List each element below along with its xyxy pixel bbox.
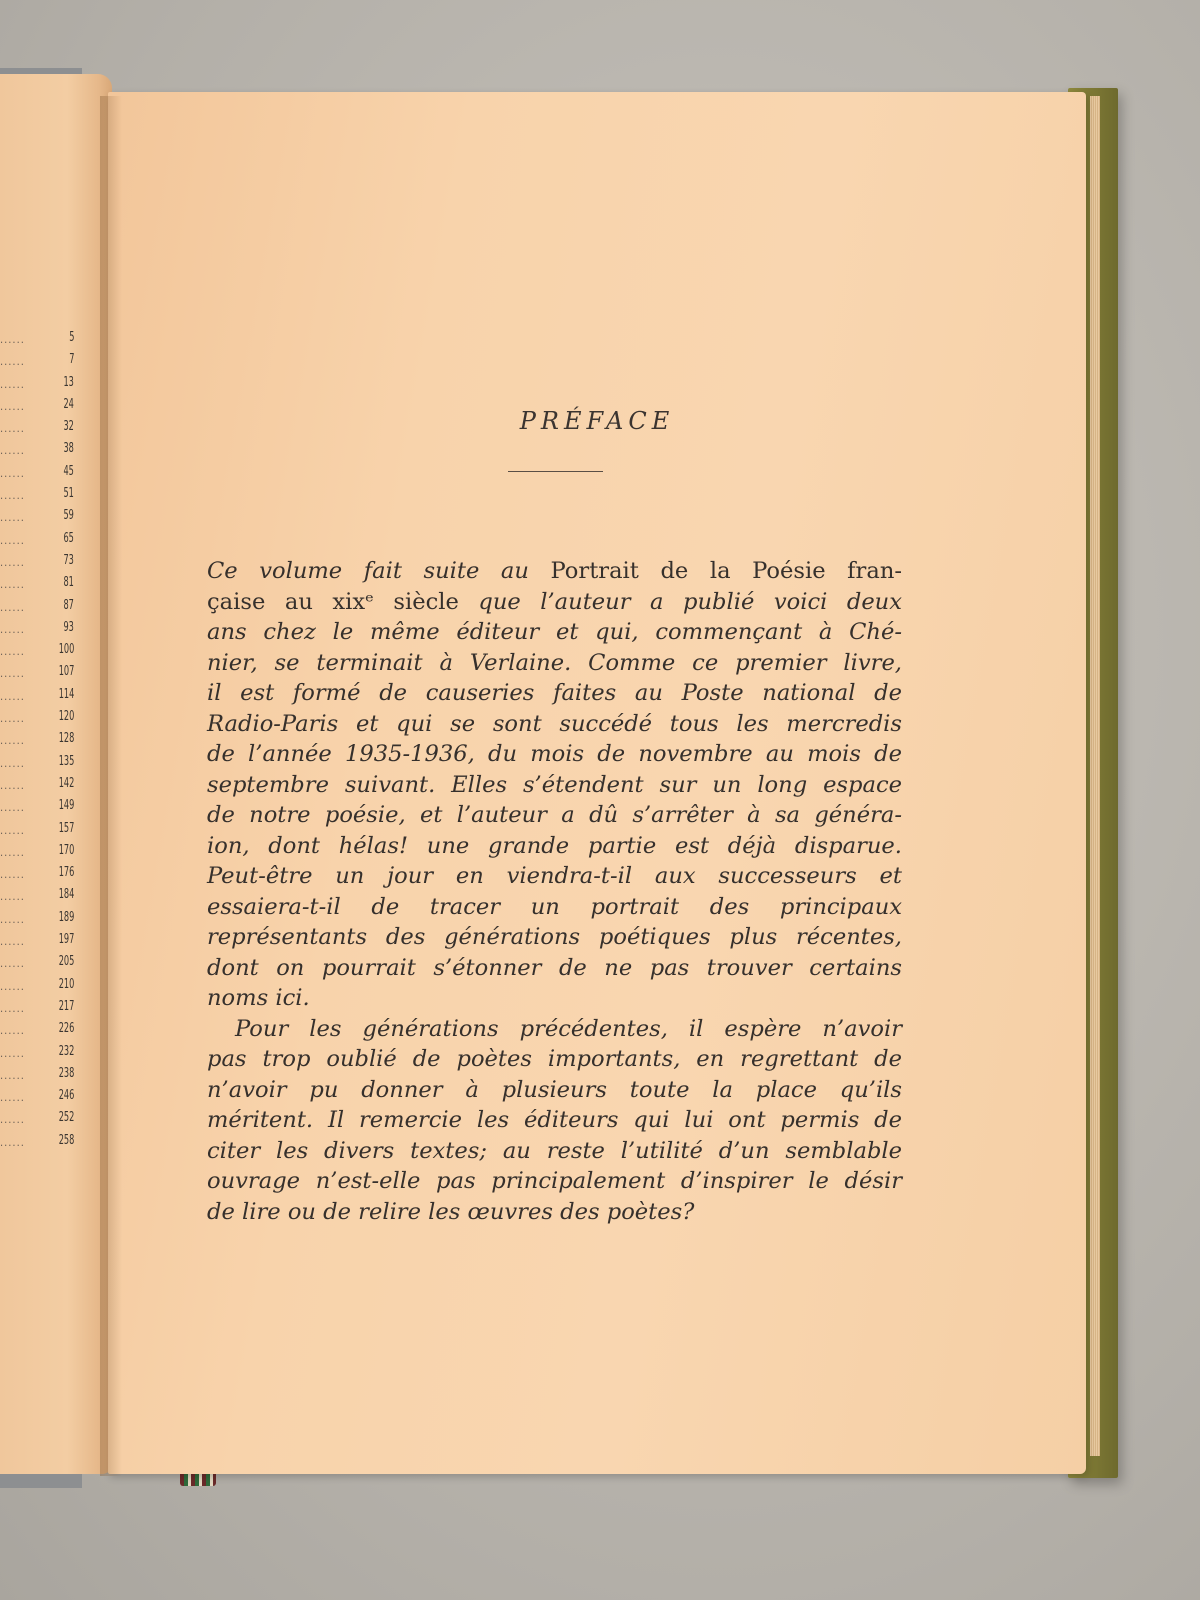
toc-page-number: 252 [58, 1110, 74, 1126]
toc-page-number: 73 [63, 552, 74, 568]
text-line: Ce volume fait suite au Portrait de la Poésie fran- [207, 558, 902, 584]
toc-leader-dots: ...... [0, 444, 25, 458]
toc-row [0, 731, 82, 753]
toc-row [0, 843, 82, 865]
text-line: dont on pourrait s’étonner de ne pas trouver certains [207, 954, 902, 981]
text-line: pas trop oublié de poètes importants, en regrettant de [207, 1046, 902, 1072]
toc-row [0, 709, 82, 731]
toc-page-number: 184 [58, 887, 74, 903]
toc-page-number: 170 [58, 842, 74, 858]
toc-row [0, 954, 82, 976]
toc-page-number: 13 [63, 374, 74, 390]
toc-page-number: 32 [63, 419, 74, 435]
toc-page-number: 45 [63, 463, 74, 479]
text-line: n’avoir pu donner à plusieurs toute la place qu’ils [207, 1076, 902, 1103]
toc-page-number: 81 [63, 575, 74, 591]
text-line: ion, dont hélas! une grande partie est déjà disparue. [207, 832, 902, 859]
toc-row [0, 598, 82, 620]
toc-leader-dots: ...... [0, 912, 25, 926]
toc-row [0, 441, 82, 463]
toc-row [0, 687, 82, 709]
text-line: de lire ou de relire les œuvres des poètes? [207, 1198, 695, 1225]
toc-leader-dots: ...... [0, 712, 25, 726]
toc-row [0, 620, 82, 642]
toc-leader-dots: ...... [0, 1001, 25, 1015]
toc-page-number: 114 [58, 686, 74, 702]
toc-leader-dots: ...... [0, 1091, 25, 1105]
toc-row [0, 664, 82, 686]
toc-page-number: 246 [58, 1088, 74, 1104]
text-line: il est formé de causeries faites au Poste national de [207, 680, 902, 706]
toc-page-number: 120 [58, 709, 74, 725]
text-line: méritent. Il remercie les éditeurs qui lui ont permis de [207, 1107, 902, 1133]
toc-leader-dots: ...... [0, 555, 25, 569]
toc-row [0, 776, 82, 798]
toc-page-number: 100 [58, 642, 74, 658]
title-rule [508, 471, 603, 472]
toc-leader-dots: ...... [0, 868, 25, 882]
toc-page-number: 107 [58, 664, 74, 680]
text-line: représentants des générations poétiques plus récentes, [207, 924, 902, 950]
toc-page-number: 59 [63, 508, 74, 524]
toc-leader-dots: ...... [0, 979, 25, 993]
toc-row [0, 910, 82, 932]
toc-row [0, 1088, 82, 1110]
toc-leader-dots: ...... [0, 578, 25, 592]
toc-page-number: 87 [63, 597, 74, 613]
toc-row [0, 932, 82, 954]
text-line: Pour les générations précédentes, il espère n’avoir [235, 1015, 902, 1042]
toc-leader-dots: ...... [0, 801, 25, 815]
toc-leader-dots: ...... [0, 422, 25, 436]
text-line: çaise au xixᵉ siècle que l’auteur a publié voici deux [207, 588, 902, 615]
toc-leader-dots: ...... [0, 667, 25, 681]
toc-leader-dots: ...... [0, 511, 25, 525]
toc-leader-dots: ...... [0, 1135, 25, 1149]
toc-page-number: 238 [58, 1065, 74, 1081]
text-line: Peut-être un jour en viendra-t-il aux successeurs et [207, 863, 902, 889]
toc-page-number: 7 [68, 352, 74, 368]
book-gutter-shadow [100, 96, 122, 1476]
toc-page-number: 128 [58, 731, 74, 747]
toc-leader-dots: ...... [0, 778, 25, 792]
toc-leader-dots: ...... [0, 734, 25, 748]
toc-page-number: 197 [58, 932, 74, 948]
toc-page-number: 205 [58, 954, 74, 970]
toc-leader-dots: ...... [0, 466, 25, 480]
toc-row [0, 977, 82, 999]
toc-leader-dots: ...... [0, 377, 25, 391]
toc-leader-dots: ...... [0, 355, 25, 369]
toc-page-number: 38 [63, 441, 74, 457]
toc-row [0, 486, 82, 508]
toc-page-number: 65 [63, 530, 74, 546]
toc-leader-dots: ...... [0, 957, 25, 971]
toc-row [0, 531, 82, 553]
toc-page-number: 135 [58, 753, 74, 769]
toc-leader-dots: ...... [0, 600, 25, 614]
toc-leader-dots: ...... [0, 1046, 25, 1060]
page-edges [1090, 96, 1100, 1456]
toc-row [0, 1044, 82, 1066]
text-line: noms ici. [207, 985, 310, 1011]
toc-leader-dots: ...... [0, 845, 25, 859]
toc-leader-dots: ...... [0, 333, 25, 346]
toc-row [0, 575, 82, 597]
toc-row [0, 508, 82, 530]
toc-page-number: 24 [63, 396, 74, 412]
toc-page-number: 258 [58, 1132, 74, 1148]
toc-leader-dots: ...... [0, 935, 25, 949]
toc-leader-dots: ...... [0, 1113, 25, 1127]
toc-leader-dots: ...... [0, 622, 25, 636]
text-line: ouvrage n’est-elle pas principalement d’inspirer le désir [207, 1168, 902, 1194]
toc-page-number: 149 [58, 798, 74, 814]
toc-row [0, 798, 82, 820]
toc-page-number: 232 [58, 1043, 74, 1059]
table-of-contents-column [0, 330, 82, 1155]
toc-row [0, 865, 82, 887]
page-title: PRÉFACE [519, 407, 675, 435]
toc-leader-dots: ...... [0, 1024, 25, 1038]
toc-row [0, 1133, 82, 1155]
toc-row [0, 375, 82, 397]
toc-page-number: 51 [63, 486, 74, 502]
toc-page-number: 157 [58, 820, 74, 836]
toc-leader-dots: ...... [0, 645, 25, 659]
toc-row [0, 352, 82, 374]
toc-row [0, 821, 82, 843]
toc-row [0, 1021, 82, 1043]
toc-leader-dots: ...... [0, 399, 25, 413]
toc-row [0, 754, 82, 776]
toc-leader-dots: ...... [0, 1068, 25, 1082]
toc-row [0, 553, 82, 575]
toc-page-number: 189 [58, 909, 74, 925]
toc-page-number: 5 [68, 330, 74, 345]
toc-leader-dots: ...... [0, 823, 25, 837]
toc-row [0, 330, 82, 352]
toc-row [0, 397, 82, 419]
toc-page-number: 210 [58, 976, 74, 992]
text-line: Radio-Paris et qui se sont succédé tous les mercredis [207, 710, 902, 737]
toc-leader-dots: ...... [0, 689, 25, 703]
toc-page-number: 176 [58, 865, 74, 881]
text-line: de notre poésie, et l’auteur a dû s’arrêter à sa généra- [207, 802, 902, 828]
toc-leader-dots: ...... [0, 756, 25, 770]
toc-page-number: 93 [63, 619, 74, 635]
toc-row [0, 1110, 82, 1132]
text-line: septembre suivant. Elles s’étendent sur un long espace [207, 771, 902, 798]
toc-leader-dots: ...... [0, 890, 25, 904]
toc-row [0, 642, 82, 664]
toc-page-number: 226 [58, 1021, 74, 1037]
toc-row [0, 999, 82, 1021]
text-line: ans chez le même éditeur et qui, commençant à Ché- [207, 619, 902, 645]
toc-row [0, 464, 82, 486]
preface-text [207, 556, 902, 1227]
text-line: citer les divers textes; au reste l’utilité d’un semblable [207, 1137, 902, 1164]
toc-row [0, 419, 82, 441]
toc-row [0, 1066, 82, 1088]
text-line: de l’année 1935-1936, du mois de novembre au mois de [207, 741, 902, 767]
toc-leader-dots: ...... [0, 489, 25, 503]
text-line: essaiera-t-il de tracer un portrait des principaux [207, 893, 902, 920]
toc-leader-dots: ...... [0, 533, 25, 547]
toc-page-number: 217 [58, 998, 74, 1014]
toc-page-number: 142 [58, 775, 74, 791]
text-line: nier, se terminait à Verlaine. Comme ce premier livre, [207, 649, 902, 676]
toc-row [0, 887, 82, 909]
